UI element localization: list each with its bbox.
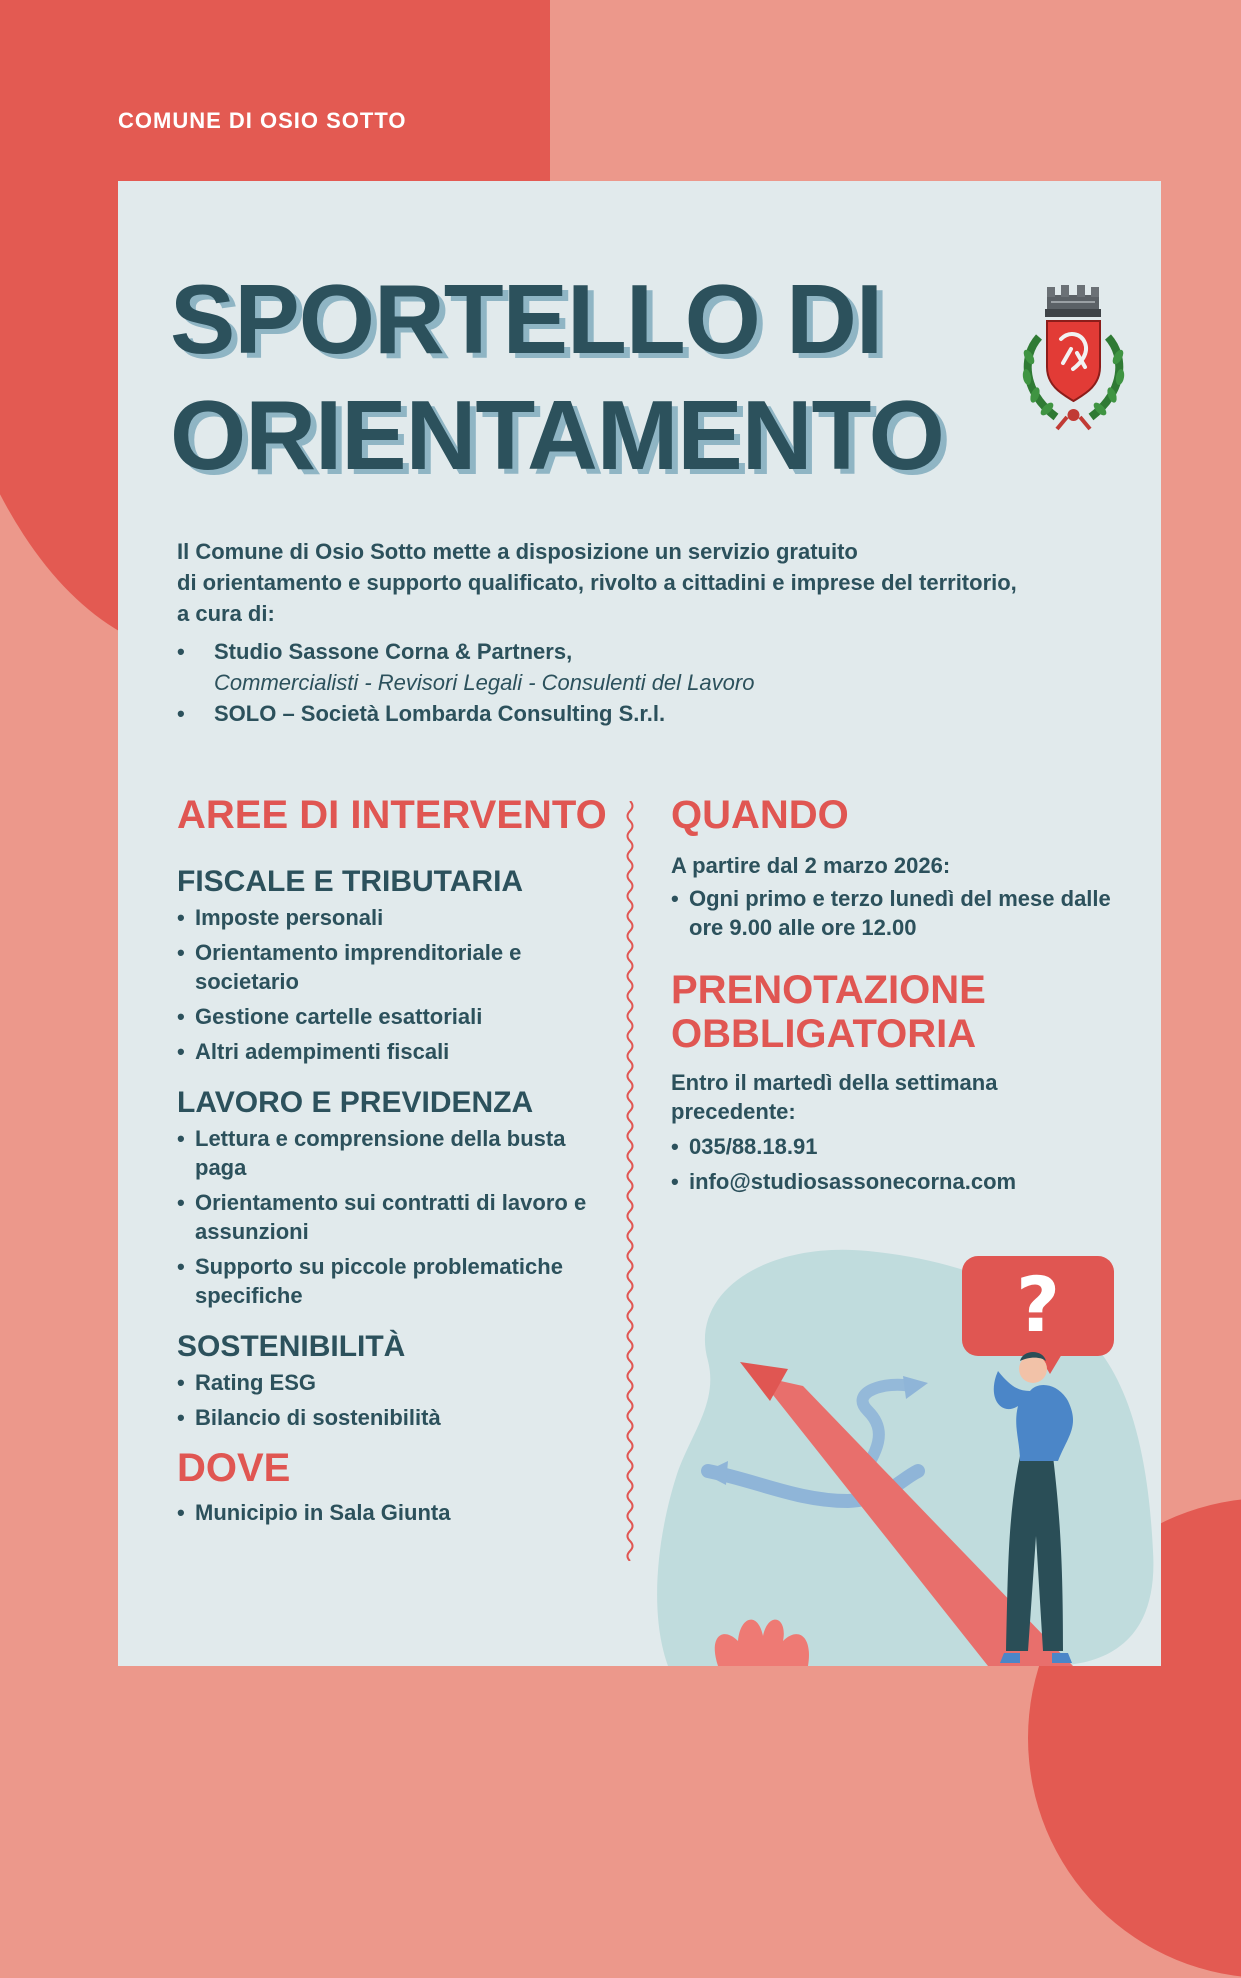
where-list <box>177 1498 617 1527</box>
list-item: • Orientamento sui contratti di lavoro e assunzioni <box>177 1188 617 1246</box>
email-link[interactable]: • info@studiosassonecorna.com <box>671 1167 1111 1196</box>
areas-heading: AREE DI INTERVENTO <box>177 793 607 837</box>
question-mark: ? <box>1015 1260 1061 1349</box>
list-item: • Ogni primo e terzo lunedì del mese dalle ore 9.00 alle ore 12.00 <box>671 884 1111 942</box>
title-line: ORIENTAMENTO <box>170 380 944 490</box>
booking-heading <box>671 968 1111 1056</box>
intro-paragraph <box>177 536 1077 629</box>
list-item: • Municipio in Sala Giunta <box>177 1498 617 1527</box>
areas-column <box>177 793 617 1533</box>
coat-of-arms-icon <box>1011 277 1136 432</box>
partner-name: SOLO – Società Lombarda Consulting S.r.l. <box>214 701 666 726</box>
wavy-divider <box>624 801 636 1561</box>
poster-panel <box>118 181 1161 1666</box>
section-list <box>177 903 617 1066</box>
list-item: • Lettura e comprensione della busta paga <box>177 1124 617 1182</box>
when-intro: A partire dal 2 marzo 2026: <box>671 853 951 878</box>
intro-line: Il Comune di Osio Sotto mette a disposizione un servizio gratuito <box>177 539 858 564</box>
title-line: SPORTELLO DI <box>170 264 883 374</box>
booking-heading-line: OBBLIGATORIA <box>671 1012 977 1056</box>
list-item: • Bilancio di sostenibilità <box>177 1403 617 1432</box>
partner-name: Studio Sassone Corna & Partners, <box>214 639 573 664</box>
partners-list <box>177 636 1077 729</box>
intro-line: a cura di: <box>177 601 275 626</box>
list-item: • Gestione cartelle esattoriali <box>177 1002 617 1031</box>
section-title: SOSTENIBILITÀ <box>177 1330 406 1363</box>
schedule-column <box>671 793 1111 1202</box>
phone-number[interactable]: • 035/88.18.91 <box>671 1132 1111 1161</box>
list-item: • Orientamento imprenditoriale e societario <box>177 938 617 996</box>
booking-intro: Entro il martedì della settimana precedente: <box>671 1070 998 1124</box>
contacts-list <box>671 1132 1111 1196</box>
list-item: • Altri adempimenti fiscali <box>177 1037 617 1066</box>
list-item: • Supporto su piccole problematiche specifiche <box>177 1252 617 1310</box>
when-list <box>671 884 1111 942</box>
where-heading: DOVE <box>177 1446 291 1490</box>
partner-detail: Commercialisti - Revisori Legali - Consulenti del Lavoro <box>214 670 755 695</box>
page-title <box>170 261 944 493</box>
section-title: FISCALE E TRIBUTARIA <box>177 865 524 898</box>
section-list <box>177 1124 617 1310</box>
partner-item <box>177 698 1077 729</box>
municipality-name: COMUNE DI OSIO SOTTO <box>118 108 407 133</box>
partner-item <box>177 636 1077 698</box>
booking-heading-line: PRENOTAZIONE <box>671 968 986 1012</box>
section-title: LAVORO E PREVIDENZA <box>177 1086 534 1119</box>
when-heading: QUANDO <box>671 793 849 837</box>
person-question-illustration <box>648 1231 1161 1666</box>
list-item: • Imposte personali <box>177 903 617 932</box>
list-item: • Rating ESG <box>177 1368 617 1397</box>
intro-line: di orientamento e supporto qualificato, rivolto a cittadini e imprese del territorio, <box>177 570 1017 595</box>
section-list <box>177 1368 617 1432</box>
